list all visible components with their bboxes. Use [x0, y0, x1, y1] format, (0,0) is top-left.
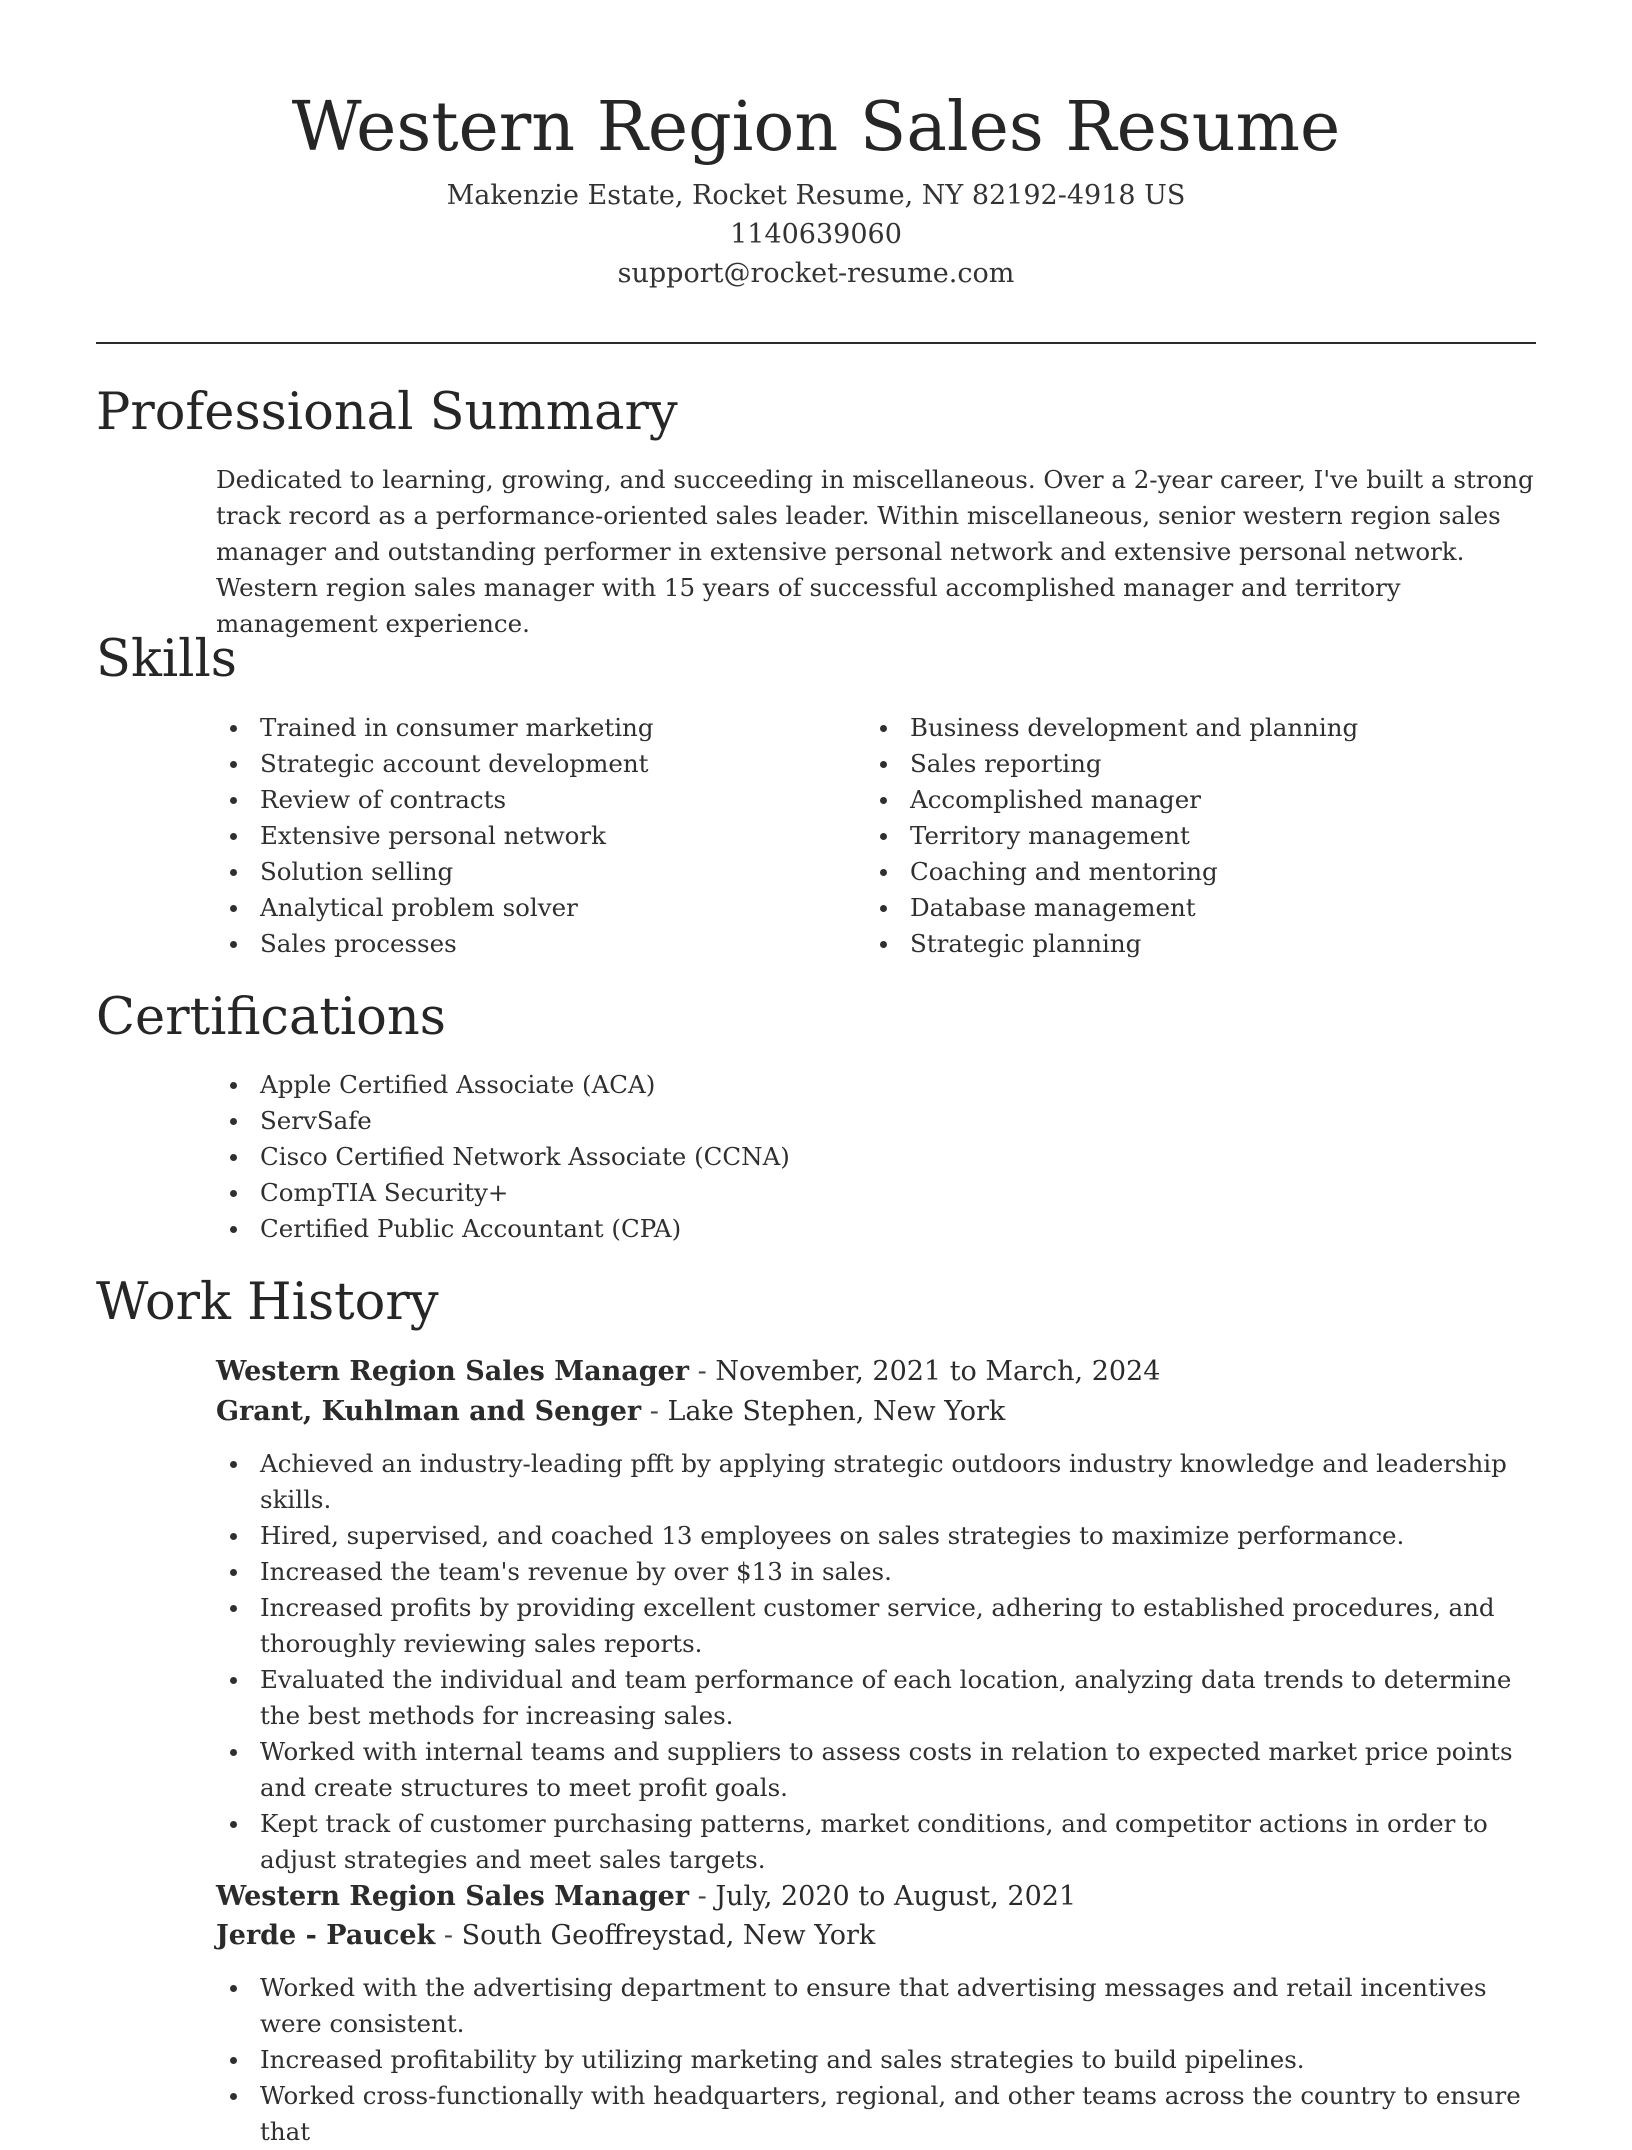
job-dates: November, 2021 to March, 2024 [715, 1356, 1161, 1387]
skill-item: Coaching and mentoring [866, 854, 1526, 890]
skills-list-left [216, 710, 836, 962]
job-company-line [216, 1916, 875, 1956]
resume-header [0, 80, 1632, 293]
skill-item: Accomplished manager [866, 782, 1526, 818]
contact-block [0, 176, 1632, 293]
skill-item: Business development and planning [866, 710, 1526, 746]
job-bullet: Hired, supervised, and coached 13 employees on sales strategies to maximize performance. [216, 1518, 1546, 1554]
certification-item: ServSafe [216, 1103, 1516, 1139]
work-history-heading: Work History [96, 1273, 439, 1332]
title-date-separator: - [689, 1881, 716, 1912]
skill-item: Strategic planning [866, 926, 1526, 962]
job-bullets [216, 1446, 1546, 1878]
skill-item: Sales reporting [866, 746, 1526, 782]
skill-item: Territory management [866, 818, 1526, 854]
header-divider [96, 342, 1536, 344]
certification-item: CompTIA Security+ [216, 1175, 1516, 1211]
resume-title: Western Region Sales Resume [291, 88, 1341, 167]
job-dates: July, 2020 to August, 2021 [715, 1881, 1077, 1912]
job-bullet: Increased profitability by utilizing marketing and sales strategies to build pipelines. [216, 2042, 1546, 2078]
job-bullet: Worked with the advertising department to ensure that advertising messages and retail incentives were consistent. [216, 1970, 1546, 2042]
contact-address: Makenzie Estate, Rocket Resume, NY 82192-4918 US [446, 180, 1186, 211]
job-title-line [216, 1352, 1160, 1392]
job-bullet: Worked with internal teams and suppliers to assess costs in relation to expected market price points and create structures to meet profit goals. [216, 1734, 1546, 1806]
skill-item: Extensive personal network [216, 818, 836, 854]
contact-phone: 1140639060 [730, 219, 902, 250]
certification-item: Apple Certified Associate (ACA) [216, 1067, 1516, 1103]
certifications-list [216, 1067, 1516, 1247]
certification-item: Cisco Certified Network Associate (CCNA) [216, 1139, 1516, 1175]
title-date-separator: - [689, 1356, 716, 1387]
job-bullets [216, 1970, 1546, 2150]
job-bullet: Worked cross-functionally with headquarters, regional, and other teams across the country to ensure that [216, 2078, 1546, 2150]
job-location: South Geoffreystad, New York [461, 1920, 876, 1951]
skills-heading: Skills [96, 630, 237, 689]
skill-item: Database management [866, 890, 1526, 926]
skill-item: Analytical problem solver [216, 890, 836, 926]
job-bullet: Increased the team's revenue by over $13 in sales. [216, 1554, 1546, 1590]
company-location-separator: - [641, 1396, 668, 1427]
certifications-heading: Certifications [96, 988, 446, 1047]
job-title-line [216, 1877, 1076, 1917]
job-title: Western Region Sales Manager [216, 1881, 690, 1912]
job-title: Western Region Sales Manager [216, 1356, 690, 1387]
job-bullet: Achieved an industry-leading pfft by applying strategic outdoors industry knowledge and leadership skills. [216, 1446, 1546, 1518]
job-bullet: Evaluated the individual and team performance of each location, analyzing data trends to determine the best methods for increasing sales. [216, 1662, 1546, 1734]
skills-list-right [866, 710, 1526, 962]
job-bullet: Increased profits by providing excellent customer service, adhering to established procedures, and thoroughly reviewing sales reports. [216, 1590, 1546, 1662]
job-company: Jerde - Paucek [216, 1920, 436, 1951]
summary-text: Dedicated to learning, growing, and succeeding in miscellaneous. Over a 2-year career, I've built a strong track record as a performance-oriented sales leader. Within miscellaneous, senior western region sales manager and outstanding performer in extensive personal network and extensive personal network. Western region sales manager with 15 years of successful accomplished manager and territory management experience. [216, 465, 1534, 638]
contact-email: support@rocket-resume.com [617, 258, 1015, 289]
job-bullet: Kept track of customer purchasing patterns, market conditions, and competitor actions in order to adjust strategies and meet sales targets. [216, 1806, 1546, 1878]
job-location: Lake Stephen, New York [667, 1396, 1006, 1427]
job-company-line [216, 1392, 1005, 1432]
skill-item: Trained in consumer marketing [216, 710, 836, 746]
skill-item: Review of contracts [216, 782, 836, 818]
summary-heading: Professional Summary [96, 383, 678, 442]
job-company: Grant, Kuhlman and Senger [216, 1396, 642, 1427]
skill-item: Sales processes [216, 926, 836, 962]
company-location-separator: - [435, 1920, 462, 1951]
skill-item: Strategic account development [216, 746, 836, 782]
skill-item: Solution selling [216, 854, 836, 890]
certification-item: Certified Public Accountant (CPA) [216, 1211, 1516, 1247]
